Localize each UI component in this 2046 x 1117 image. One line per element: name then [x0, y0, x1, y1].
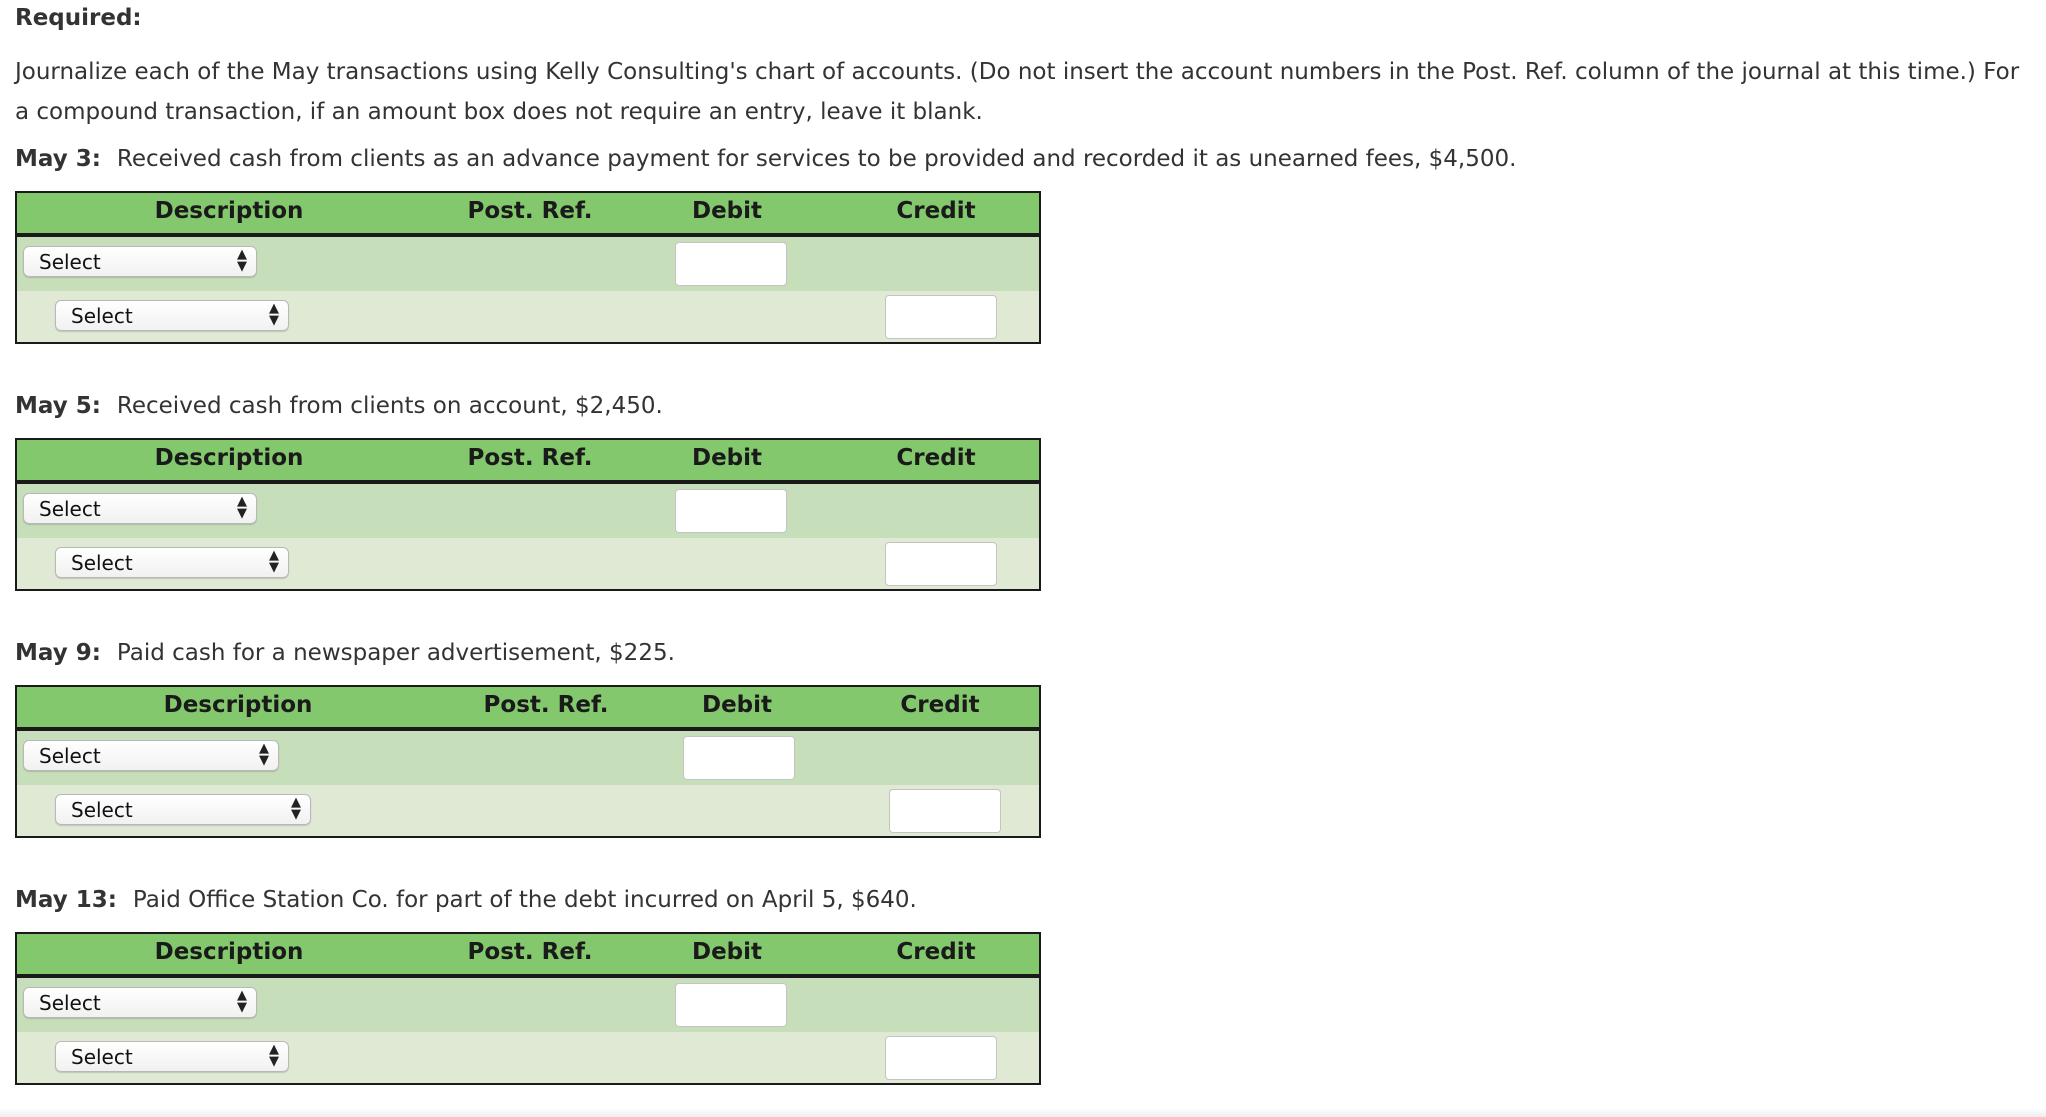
journal-table-may-3 — [15, 191, 1041, 344]
select-arrows-icon: ▲ ▼ — [237, 247, 247, 274]
credit-account-select[interactable] — [55, 794, 311, 825]
transaction-description: Paid Office Station Co. for part of the debt incurred on April 5, $640. — [132, 887, 917, 913]
transaction-date: May 3: — [15, 146, 101, 172]
transaction-may-13-label — [15, 887, 917, 913]
header-post-ref: Post. Ref. — [467, 939, 593, 965]
journal-header — [17, 193, 1039, 237]
select-arrows-icon: ▲ ▼ — [269, 548, 279, 575]
select-arrows-icon: ▲ ▼ — [291, 795, 301, 822]
header-credit: Credit — [900, 692, 980, 718]
header-debit: Debit — [691, 939, 763, 965]
journal-table-may-9 — [15, 685, 1041, 838]
select-value: Select — [71, 798, 133, 822]
debit-row — [17, 237, 1039, 291]
header-post-ref: Post. Ref. — [483, 692, 609, 718]
debit-account-select[interactable] — [23, 740, 279, 771]
credit-row — [17, 785, 1039, 836]
select-value: Select — [71, 1045, 133, 1069]
credit-amount-input[interactable] — [885, 1036, 997, 1080]
select-value: Select — [39, 991, 101, 1015]
debit-account-select[interactable] — [23, 246, 257, 277]
page-bottom-divider — [0, 1108, 2046, 1117]
transaction-date: May 9: — [15, 640, 101, 666]
header-debit: Debit — [701, 692, 773, 718]
debit-row — [17, 731, 1039, 785]
credit-account-select[interactable] — [55, 547, 289, 578]
transaction-description: Received cash from clients as an advance payment for services to be provided and recorded it as unearned fees, $4,500. — [116, 146, 1517, 172]
debit-amount-input[interactable] — [683, 736, 795, 780]
debit-account-select[interactable] — [23, 493, 257, 524]
header-credit: Credit — [896, 939, 976, 965]
journal-table-may-13 — [15, 932, 1041, 1085]
journal-header — [17, 440, 1039, 484]
header-debit: Debit — [691, 198, 763, 224]
transaction-date: May 5: — [15, 393, 101, 419]
transaction-description: Received cash from clients on account, $2,450. — [116, 393, 663, 419]
required-heading: Required: — [15, 5, 142, 31]
credit-amount-input[interactable] — [889, 789, 1001, 833]
select-arrows-icon: ▲ ▼ — [259, 741, 269, 768]
select-value: Select — [39, 744, 101, 768]
transaction-may-3-label — [15, 146, 1516, 172]
header-description: Description — [154, 198, 304, 224]
header-description: Description — [154, 939, 304, 965]
select-arrows-icon: ▲ ▼ — [237, 988, 247, 1015]
header-post-ref: Post. Ref. — [467, 198, 593, 224]
header-description: Description — [163, 692, 313, 718]
select-value: Select — [39, 497, 101, 521]
debit-amount-input[interactable] — [675, 983, 787, 1027]
journal-header — [17, 687, 1039, 731]
transaction-may-5-label — [15, 393, 663, 419]
header-credit: Credit — [896, 445, 976, 471]
select-arrows-icon: ▲ ▼ — [269, 301, 279, 328]
select-value: Select — [71, 551, 133, 575]
debit-amount-input[interactable] — [675, 489, 787, 533]
transaction-date: May 13: — [15, 887, 117, 913]
debit-row — [17, 978, 1039, 1032]
debit-amount-input[interactable] — [675, 242, 787, 286]
credit-row — [17, 1032, 1039, 1083]
select-arrows-icon: ▲ ▼ — [237, 494, 247, 521]
journal-header — [17, 934, 1039, 978]
credit-amount-input[interactable] — [885, 542, 997, 586]
credit-account-select[interactable] — [55, 1041, 289, 1072]
transaction-may-9-label — [15, 640, 675, 666]
debit-row — [17, 484, 1039, 538]
header-post-ref: Post. Ref. — [467, 445, 593, 471]
select-value: Select — [71, 304, 133, 328]
debit-account-select[interactable] — [23, 987, 257, 1018]
journal-table-may-5 — [15, 438, 1041, 591]
transaction-description: Paid cash for a newspaper advertisement, $225. — [116, 640, 675, 666]
credit-amount-input[interactable] — [885, 295, 997, 339]
header-description: Description — [154, 445, 304, 471]
instructions-text: Journalize each of the May transactions using Kelly Consulting's chart of accounts. (Do not insert the account numbers in the Post. Ref. column of the journal at this time.) For a compound transaction, if an amount box does not require an entry, leave it blank. — [15, 59, 2020, 125]
credit-account-select[interactable] — [55, 300, 289, 331]
header-debit: Debit — [691, 445, 763, 471]
credit-row — [17, 291, 1039, 342]
header-credit: Credit — [896, 198, 976, 224]
select-arrows-icon: ▲ ▼ — [269, 1042, 279, 1069]
select-value: Select — [39, 250, 101, 274]
credit-row — [17, 538, 1039, 589]
